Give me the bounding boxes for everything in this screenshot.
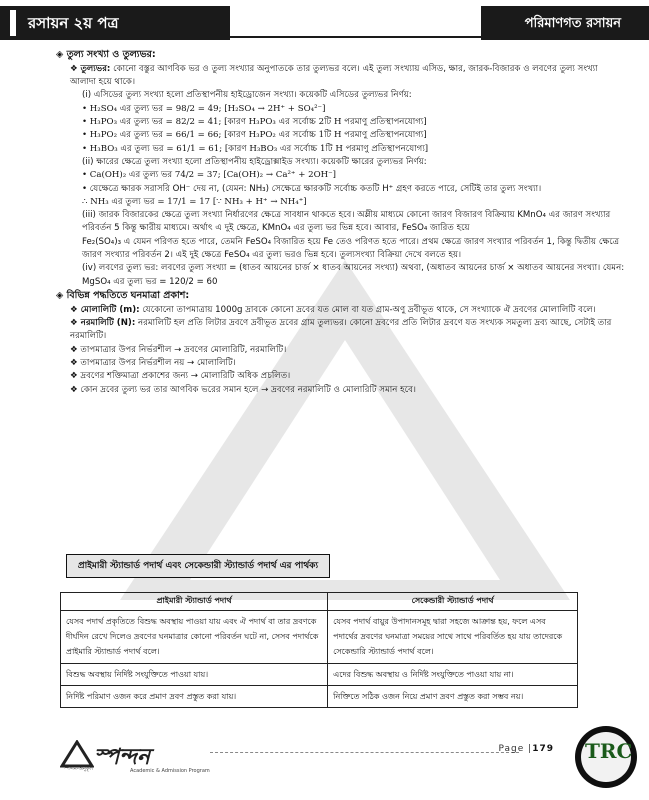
page-number: 179 xyxy=(532,744,554,754)
footer-divider xyxy=(210,752,519,753)
base-intro: (ii) ক্ষারের ক্ষেত্রে তুল্য সংখ্যা হলো প্রতিস্থাপনীয় হাইড্রোক্সাইড সংখ্যা। কয়েকটি ক্ষারের তুল্যভর নির্ণয়: xyxy=(82,156,427,167)
main-content xyxy=(56,48,626,397)
base-item: • Ca(OH)₂ এর তুল্য ভর 74/2 = 37; [Ca(OH)₂ → Ca²⁺ + 2OH⁻] xyxy=(82,170,337,181)
acid-intro: (i) এসিডের তুল্য সংখ্যা হলো প্রতিস্থাপনীয় হাইড্রোজেন সংখ্যা। কয়েকটি এসিডের তুল্যভর নির্ণয়: xyxy=(82,90,412,101)
concentration-point: ❖ তাপমাত্রার উপর নির্ভরশীল নয় → মোলালিটি। xyxy=(70,358,236,368)
redox-paragraph-1: (iii) জারক বিজারকের ক্ষেত্রে তুল্য সংখ্যা নির্ধারণের ক্ষেত্রে সাবধান থাকতে হবে। অম্লীয় মাধ্যমে কোনো জারণ বিজারণ বিক্রিয়ায় KMnO₄ এর জারণ সংখ্যার পরিবর্তন 5 কিন্তু ক্ষারীয় মাধ্যমে। অর্থাৎ এ দুই ক্ষেত্রে, KMnO₄ এর তুল্য ভর ভিন্ন হবে। আবার, FeSO₄ জারিত হয়ে xyxy=(82,210,611,234)
acid-item: • H₃PO₂ এর তুল্য ভর = 66/1 = 66; [কারণ H₃PO₂ এর সর্বোচ্চ 1টি H পরমাণু প্রতিস্থাপনযোগ্য] xyxy=(82,130,427,141)
normality-term: ❖ নরমালিটি (N): xyxy=(70,318,136,329)
table-row xyxy=(61,685,578,707)
concentration-point: ❖ দ্রবণের শক্তিমাত্রা প্রকাশের জন্য → মোলারিটি অধিক প্রচলিত। xyxy=(70,371,291,382)
page-indicator xyxy=(499,744,554,754)
section-heading-concentration: ◈ বিভিন্ন পদ্ধতিতে ঘনমাত্রা প্রকাশ: xyxy=(56,290,190,302)
logo-triangle-icon xyxy=(60,740,94,768)
table-cell: যেসব পদার্থ প্রকৃতিতে বিশুদ্ধ অবস্থায় পাওয়া যায় এবং ঐ পদার্থ বা তার দ্রবণকে দীর্ঘদিন রেখে দিলেও দ্রবণের ঘনমাত্রার কোনো পরিবর্তন ঘটে না, সেসব পদার্থকে প্রাইমারি স্ট্যান্ডার্ড পদার্থ বলে। xyxy=(61,611,328,664)
header-left-banner xyxy=(0,6,230,40)
comparison-table xyxy=(60,592,578,708)
table-row xyxy=(61,663,578,685)
concentration-point: ❖ কোন দ্রবের তুল্য ভর তার আণবিক ভরের সমান হলে → দ্রবণের নরমালিটি ও মোলারিটি সমান হবে। xyxy=(70,384,416,395)
salt-paragraph: (iv) লবণের তুল্য ভর: লবণের তুল্য সংখ্যা = (ধাতব আয়নের চার্জ × ধাতব আয়নের সংখ্যা) অথবা, (অধাতব আয়নের চার্জ × অধাতব আয়নের সংখ্যা। যেমন: MgSO₄ এর তুল্য ভর = 120/2 = 60 xyxy=(82,263,625,287)
chapter-title: পরিমাণগত রসায়ন xyxy=(524,16,621,31)
normality-text: নরমালিটি হল প্রতি লিটার দ্রবণে দ্রবীভূত দ্রবের গ্রাম তুল্যভর। কোনো দ্রবণের প্রতি লিটার দ্রবণে যত সংখ্যক সমতুল্য দ্রব্য আছে, সেটাই তার নরমালিটি। xyxy=(70,318,612,342)
table-cell: এদের বিশুদ্ধ অবস্থায় ও নির্দিষ্ট সংযুক্তিতে পাওয়া যায় না। xyxy=(328,663,578,685)
column-header-secondary: সেকেন্ডারী স্ট্যান্ডার্ড পদার্থ xyxy=(328,593,578,611)
table-cell: নির্দিষ্ট পরিমাণ ওজন করে প্রমাণ দ্রবণ প্রস্তুত করা যায়। xyxy=(61,685,328,707)
logo-subtext: স্পন্দন-অনুকূল xyxy=(64,766,94,772)
base-note: • যেক্ষেত্রে ক্ষারক সরাসরি OH⁻ দেয় না, (যেমন: NH₃) সেক্ষেত্রে ক্ষারকটি সর্বোচ্চ কতটি H⁺ গ্রহণ করতে পারে, সেটিই তার তুল্য সংখ্যা। xyxy=(82,183,542,194)
section-heading-equivalent: ◈ তুল্য সংখ্যা ও তুল্যভর: xyxy=(56,49,156,60)
logo-tagline: Academic & Admission Program xyxy=(130,768,210,774)
page-label: Page | xyxy=(498,744,533,754)
badge-text: TRC xyxy=(585,739,633,763)
redox-paragraph-2: Fe₂(SO₄)₃ এ যেমন পরিণত হতে পারে, তেমনি FeSO₄ বিজারিত হয়ে Fe তেও পরিণত হতে পারে। প্রথম ক্ষেত্রে জারণ সংখ্যার পরিবর্তন 1, কিন্তু দ্বিতীয় ক্ষেত্রে জারণ সংখ্যার পরিবর্তন 2। এই দুই ক্ষেত্রে FeSO₄ এর তুল্য ভরও ভিন্ন হবে। তুল্যসংখ্যা বিক্রিয়া দেখে বলতে হয়। xyxy=(82,236,620,261)
definition-bullet-icon: ❖ xyxy=(70,63,78,74)
equivalent-weight-definition xyxy=(56,63,626,90)
acid-item: • H₂SO₄ এর তুল্য ভর = 98/2 = 49; [H₂SO₄ → 2H⁺ + SO₄²⁻] xyxy=(82,103,326,114)
logo-text: স্পন্দন xyxy=(94,745,151,770)
nh3-equivalent: ∴ NH₃ এর তুল্য ভর = 17/1 = 17 [∵ NH₃ + H⁺ → NH₄⁺] xyxy=(82,196,307,207)
header-right-banner xyxy=(481,6,649,40)
table-cell: নিক্তিতে সঠিক ওজন নিয়ে প্রমাণ দ্রবণ প্রস্তুত করা সম্ভব নয়। xyxy=(328,685,578,707)
acid-item: • H₃BO₃ এর তুল্য ভর = 61/1 = 61; [কারণ H₃BO₃ এর সর্বোচ্চ 1টি H পরমাণু প্রতিস্থাপনযোগ্য] xyxy=(82,143,429,154)
comparison-box-title: প্রাইমারী স্ট্যান্ডার্ড পদার্থ এবং সেকেন্ডারী স্ট্যান্ডার্ড পদার্থ এর পার্থক্য xyxy=(66,554,330,578)
header-divider xyxy=(230,36,481,38)
table-row xyxy=(61,611,578,664)
concentration-point: ❖ তাপমাত্রার উপর নির্ভরশীল → দ্রবণের মোলারিটি, নরমালিটি। xyxy=(70,344,287,355)
normality-definition xyxy=(56,317,626,344)
table-cell: যেসব পদার্থ বায়ুর উপাদানসমূহ দ্বারা সহজে আক্রান্ত হয়, ফলে এসব পদার্থের দ্রবণের ঘনমাত্রা সময়ের সাথে সাথে পরিবর্তিত হয় যায় তাদেরকে সেকেন্ডারি স্ট্যান্ডার্ড পদার্থ বলে। xyxy=(328,611,578,664)
table-header-row xyxy=(61,593,578,611)
column-header-primary: প্রাইমারী স্ট্যান্ডার্ড পদার্থ xyxy=(61,593,328,611)
table-cell: বিশুদ্ধ অবস্থায় নির্দিষ্ট সংযুক্তিতে পাওয়া যায়। xyxy=(61,663,328,685)
acid-item: • H₃PO₃ এর তুল্য ভর = 82/2 = 41; [কারণ H₃PO₃ এর সর্বোচ্চ 2টি H পরমাণু প্রতিস্থাপনযোগ্য] xyxy=(82,116,427,127)
subject-title: রসায়ন ২য় পত্র xyxy=(28,14,119,32)
definition-text: কোনো বস্তুর আণবিক ভর ও তুল্য সংখ্যার অনুপাতকে তার তুল্যভর বলে। এই তুল্য সংখ্যায় এসিড, ক্ষার, জারক-বিজারক ও লবণের তুল্য সংখ্যা আলাদা হয়ে থাকে। xyxy=(70,63,598,88)
molality-text: যেকোনো তাপমাত্রায় 1000g দ্রাবকে কোনো দ্রবের যত মোল বা যত গ্রাম-অণু দ্রবীভূত থাকে, সে সংখ্যাকে ঐ দ্রবণের মোলালিটি বলে। xyxy=(139,304,596,315)
molality-definition xyxy=(56,304,626,317)
trc-badge-icon xyxy=(575,726,637,788)
definition-term: তুল্যভর: xyxy=(80,63,111,74)
publisher-logo xyxy=(60,740,210,780)
molality-term: ❖ মোলালিটি (m): xyxy=(70,304,140,315)
header-accent-bar xyxy=(10,10,16,36)
